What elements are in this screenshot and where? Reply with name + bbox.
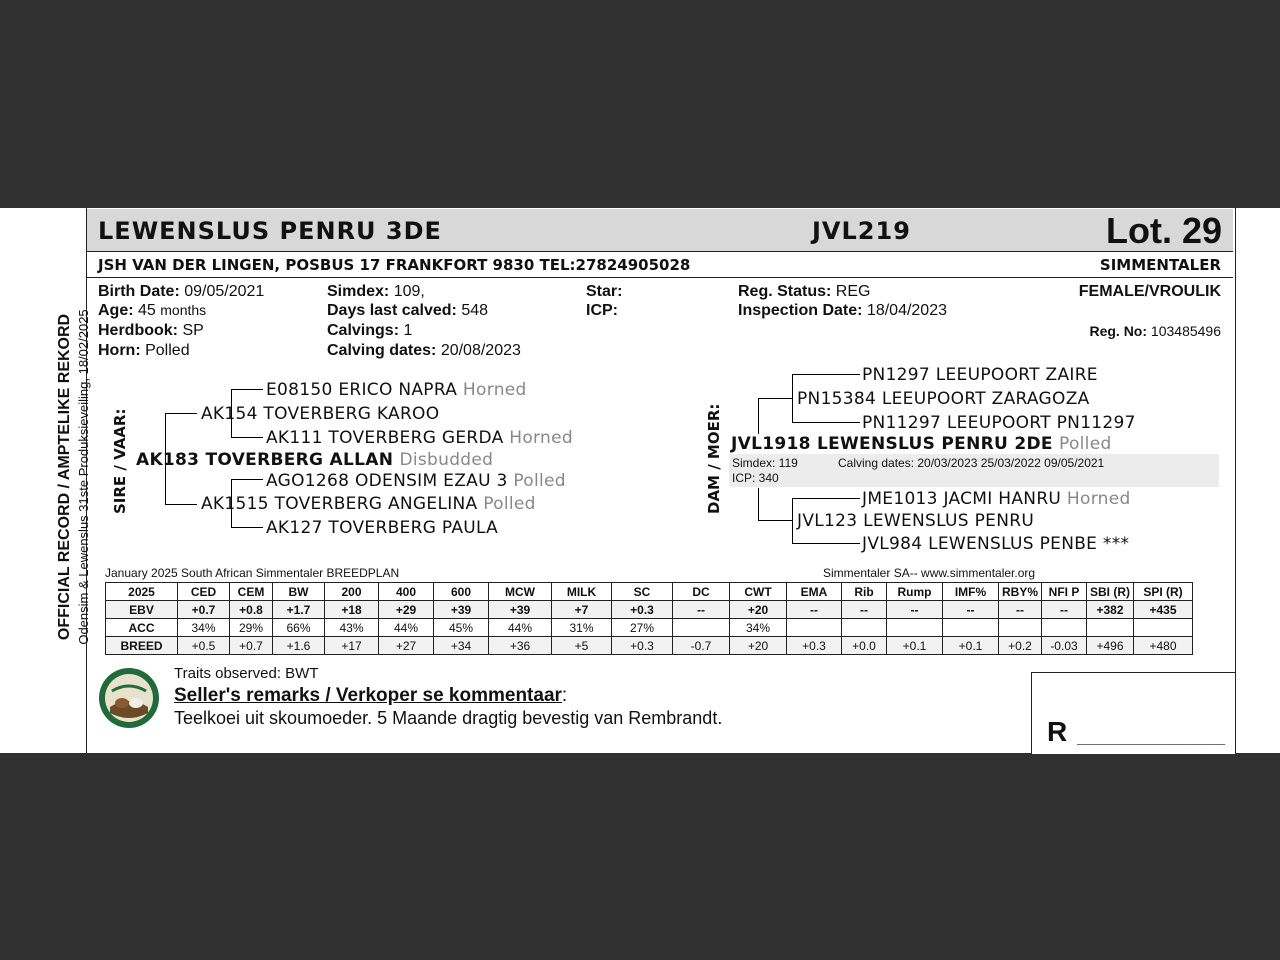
ebv-header-cell: BW xyxy=(273,583,325,601)
breed-value-cell: +0.1 xyxy=(943,637,999,655)
dam-sire-sire: PN1297 LEEUPOORT ZAIRE xyxy=(862,365,1098,385)
days-last-calved: Days last calved: 548 xyxy=(327,302,489,319)
breed-value-cell: +20 xyxy=(730,637,787,655)
ebv-value-cell: +39 xyxy=(489,601,552,619)
breed-value-cell: +27 xyxy=(379,637,434,655)
ebv-header-cell: RBY% xyxy=(999,583,1042,601)
ebv-header-cell: MILK xyxy=(552,583,612,601)
ebv-header-cell: Rump xyxy=(887,583,943,601)
ebv-value-cell: +7 xyxy=(552,601,612,619)
animal-name: LEWENSLUS PENRU 3DE xyxy=(98,217,442,245)
ebv-value-cell: +0.7 xyxy=(178,601,230,619)
ebv-value-cell: EBV xyxy=(106,601,178,619)
dam-label: DAM / MOER: xyxy=(705,403,723,514)
sire-label: SIRE / VAAR: xyxy=(111,408,129,514)
dam-icp: ICP: 340 xyxy=(732,471,779,485)
breed-value-cell: +34 xyxy=(434,637,489,655)
ebv-value-cell: -- xyxy=(887,601,943,619)
ebv-header-cell: NFI P xyxy=(1042,583,1087,601)
simmentaler-logo xyxy=(98,667,160,729)
ebv-header-cell: DC xyxy=(673,583,730,601)
lot-number: Lot. 29 xyxy=(1105,210,1222,251)
breed-avg-row xyxy=(106,637,1193,655)
animal-code: JVL219 xyxy=(812,217,911,245)
breed-label: SIMMENTALER xyxy=(1099,256,1221,274)
breed-value-cell: +17 xyxy=(325,637,379,655)
acc-value-cell: 44% xyxy=(489,619,552,637)
breed-value-cell: -0.03 xyxy=(1042,637,1087,655)
birth-date: Birth Date: 09/05/2021 xyxy=(98,283,265,300)
acc-value-cell: 44% xyxy=(379,619,434,637)
dam-dam-dam: JVL984 LEWENSLUS PENBE *** xyxy=(862,534,1130,554)
ebv-header-row xyxy=(106,583,1193,601)
breed-value-cell: +480 xyxy=(1134,637,1193,655)
acc-row xyxy=(106,619,1193,637)
ebv-table xyxy=(105,582,1193,655)
sire-dam-sire: AGO1268 ODENSIM EZAU 3 Polled xyxy=(266,471,566,491)
acc-value-cell xyxy=(943,619,999,637)
ebv-header-cell: SC xyxy=(612,583,673,601)
acc-value-cell: ACC xyxy=(106,619,178,637)
sex: FEMALE/VROULIK xyxy=(1078,283,1221,300)
ebv-header-cell: CED xyxy=(178,583,230,601)
ebv-value-cell: +29 xyxy=(379,601,434,619)
acc-value-cell xyxy=(673,619,730,637)
reg-no: Reg. No: 103485496 xyxy=(1089,323,1221,339)
star: Star: xyxy=(586,283,623,300)
ebv-value-cell: -- xyxy=(943,601,999,619)
ebv-row xyxy=(106,601,1193,619)
acc-value-cell xyxy=(842,619,887,637)
acc-value-cell xyxy=(1134,619,1193,637)
acc-value-cell: 31% xyxy=(552,619,612,637)
acc-value-cell: 45% xyxy=(434,619,489,637)
ebv-value-cell: -- xyxy=(1042,601,1087,619)
breed-value-cell: +1.6 xyxy=(273,637,325,655)
auction-subtitle: Odensim & Lewenslus 31ste Produksieveiling, 18/02/2025 xyxy=(76,309,91,645)
ebv-value-cell: +0.3 xyxy=(612,601,673,619)
acc-value-cell: 27% xyxy=(612,619,673,637)
acc-value-cell xyxy=(1087,619,1134,637)
acc-value-cell: 43% xyxy=(325,619,379,637)
ebv-header-cell: 400 xyxy=(379,583,434,601)
owner-info: JSH VAN DER LINGEN, POSBUS 17 FRANKFORT 9830 TEL:27824905028 xyxy=(98,256,691,274)
ebv-value-cell: +1.7 xyxy=(273,601,325,619)
calving-dates: Calving dates: 20/08/2023 xyxy=(327,342,521,359)
official-record-label: OFFICIAL RECORD / AMPTELIKE REKORD xyxy=(56,313,73,641)
horn: Horn: Polled xyxy=(98,342,190,359)
ebv-header-cell: IMF% xyxy=(943,583,999,601)
dam-name: JVL1918 LEWENSLUS PENRU 2DE Polled xyxy=(731,434,1112,454)
ebv-header-cell: MCW xyxy=(489,583,552,601)
dam-dam: JVL123 LEWENSLUS PENRU xyxy=(797,511,1035,531)
ebv-header-cell: SBI (R) xyxy=(1087,583,1134,601)
ebv-header-cell: CEM xyxy=(230,583,273,601)
ebv-value-cell: +39 xyxy=(434,601,489,619)
traits-observed: Traits observed: BWT xyxy=(174,665,319,682)
inspection-date: Inspection Date: 18/04/2023 xyxy=(738,302,947,319)
breed-value-cell: +36 xyxy=(489,637,552,655)
sire-dam-dam: AK127 TOVERBERG PAULA xyxy=(266,518,499,538)
ebv-value-cell: -- xyxy=(673,601,730,619)
age: Age: 45 months xyxy=(98,302,207,319)
reg-status: Reg. Status: REG xyxy=(738,283,871,300)
breed-value-cell: +0.2 xyxy=(999,637,1042,655)
herdbook: Herdbook: SP xyxy=(98,322,204,339)
acc-value-cell: 34% xyxy=(178,619,230,637)
sire-sire: AK154 TOVERBERG KAROO xyxy=(201,404,440,424)
ebv-header-cell: CWT xyxy=(730,583,787,601)
breed-value-cell: +5 xyxy=(552,637,612,655)
ebv-header-cell: 2025 xyxy=(106,583,178,601)
acc-value-cell: 29% xyxy=(230,619,273,637)
breed-value-cell: +496 xyxy=(1087,637,1134,655)
ebv-value-cell: +382 xyxy=(1087,601,1134,619)
ebv-header-cell: EMA xyxy=(787,583,842,601)
dam-simdex: Simdex: 119 xyxy=(732,456,798,470)
sire-sire-sire: E08150 ERICO NAPRA Horned xyxy=(266,380,527,400)
remarks-heading: Seller's remarks / Verkoper se kommentaar: xyxy=(174,685,568,706)
calvings: Calvings: 1 xyxy=(327,322,413,339)
dam-dam-sire: JME1013 JACMI HANRU Horned xyxy=(862,489,1131,509)
sire-name: AK183 TOVERBERG ALLAN Disbudded xyxy=(136,450,494,470)
breed-value-cell: +0.3 xyxy=(787,637,842,655)
dam-calving-dates: Calving dates: 20/03/2023 25/03/2022 09/05/2021 xyxy=(838,456,1105,470)
ebv-header-cell: Rib xyxy=(842,583,887,601)
price-currency: R xyxy=(1047,716,1068,747)
breedplan-caption: January 2025 South African Simmentaler BREEDPLAN xyxy=(105,566,400,580)
icp: ICP: xyxy=(586,302,618,319)
ebv-value-cell: -- xyxy=(787,601,842,619)
acc-value-cell: 66% xyxy=(273,619,325,637)
ebv-header-cell: 600 xyxy=(434,583,489,601)
dam-sire-dam: PN11297 LEEUPOORT PN11297 xyxy=(862,413,1136,433)
website-caption: Simmentaler SA-- www.simmentaler.org xyxy=(823,566,1036,580)
price-blank[interactable]: ___________________ xyxy=(1077,732,1226,747)
breed-value-cell: +0.3 xyxy=(612,637,673,655)
ebv-header-cell: SPI (R) xyxy=(1134,583,1193,601)
acc-value-cell xyxy=(1042,619,1087,637)
acc-value-cell xyxy=(787,619,842,637)
dam-sire: PN15384 LEEUPOORT ZARAGOZA xyxy=(797,389,1090,409)
ebv-value-cell: -- xyxy=(842,601,887,619)
breed-value-cell: +0.5 xyxy=(178,637,230,655)
breed-value-cell: -0.7 xyxy=(673,637,730,655)
acc-value-cell xyxy=(999,619,1042,637)
breed-value-cell: +0.0 xyxy=(842,637,887,655)
remarks-text: Teelkoei uit skoumoeder. 5 Maande dragtig bevestig van Rembrandt. xyxy=(174,708,723,728)
ebv-value-cell: -- xyxy=(999,601,1042,619)
ebv-header-cell: 200 xyxy=(325,583,379,601)
ebv-value-cell: +20 xyxy=(730,601,787,619)
sire-dam: AK1515 TOVERBERG ANGELINA Polled xyxy=(201,494,536,514)
ebv-value-cell: +0.8 xyxy=(230,601,273,619)
breed-value-cell: +0.1 xyxy=(887,637,943,655)
sire-sire-dam: AK111 TOVERBERG GERDA Horned xyxy=(266,428,573,448)
acc-value-cell xyxy=(887,619,943,637)
breed-value-cell: +0.7 xyxy=(230,637,273,655)
acc-value-cell: 34% xyxy=(730,619,787,637)
ebv-value-cell: +18 xyxy=(325,601,379,619)
simdex: Simdex: 109, xyxy=(327,283,425,300)
ebv-value-cell: +435 xyxy=(1134,601,1193,619)
breed-value-cell: BREED xyxy=(106,637,178,655)
